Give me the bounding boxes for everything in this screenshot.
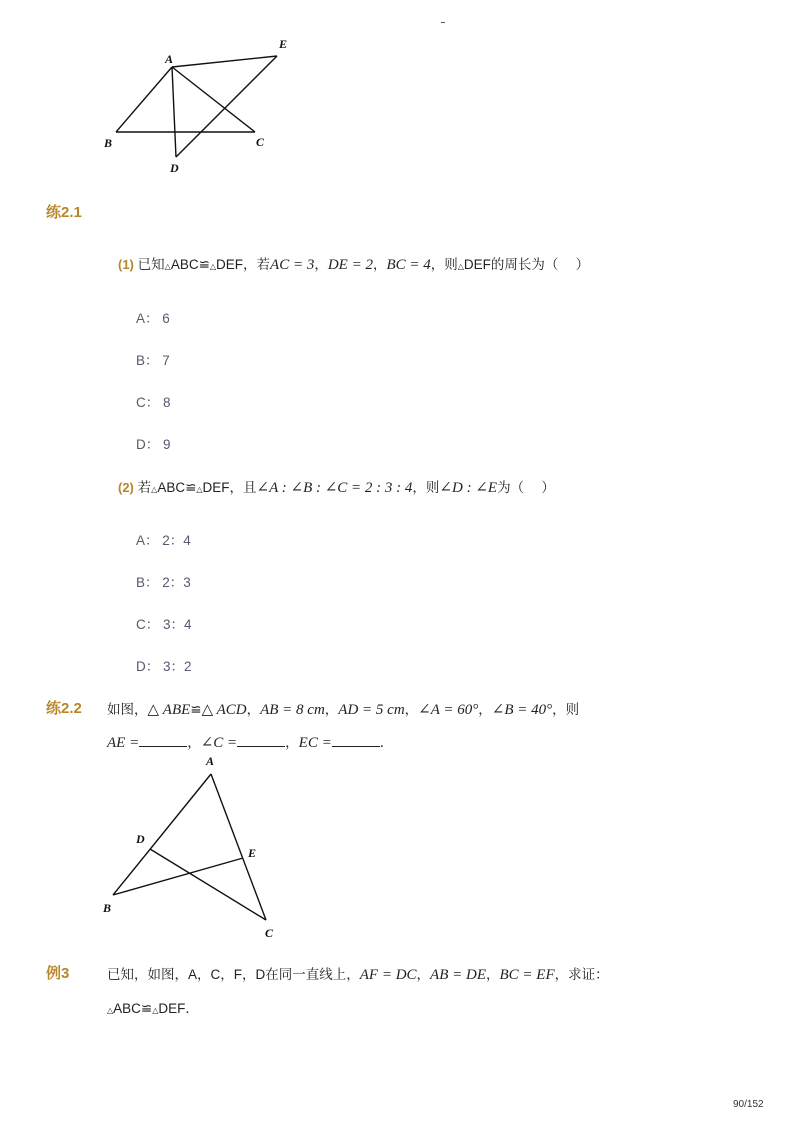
answer-blank-3[interactable] <box>332 734 380 747</box>
example3-math-1: AF = DC <box>359 967 417 983</box>
separator: ， <box>372 257 387 272</box>
answer-blank-1[interactable] <box>139 734 187 747</box>
fig1-label-a: A <box>165 52 174 66</box>
example-3-tag: 例3 <box>46 965 70 982</box>
fig1-segment-ae <box>172 56 277 67</box>
option-label: A： <box>136 533 159 548</box>
fig1-label-c: C <box>256 135 265 149</box>
exercise-2-2-line-1 <box>107 698 579 719</box>
ex22-math-1: △ ABE <box>147 702 191 718</box>
question-1-text-a: 已知 <box>137 257 165 272</box>
header-mark <box>441 22 445 23</box>
ex22-text-a: 如图， <box>107 702 148 717</box>
question-1-text-b: ，若 <box>243 257 271 272</box>
question-2-number: (2) <box>118 480 134 495</box>
fig2-label-e: E <box>248 846 257 860</box>
separator: ， <box>246 702 261 717</box>
q2-option-c[interactable] <box>136 613 192 633</box>
option-value: 3：4 <box>163 617 192 632</box>
answer-blank-2[interactable] <box>237 734 285 747</box>
q1-option-d[interactable] <box>136 433 171 453</box>
triangle-icon: △ <box>107 1006 114 1015</box>
fig1-segment-ab <box>116 67 172 132</box>
example3-tri2: DEF <box>158 1001 186 1016</box>
question-2-text-c: ，则 <box>412 480 440 495</box>
exercise-2-1-tag: 练2.1 <box>46 204 82 221</box>
example3-text-a: 已知，如图，A，C，F，D在同一直线上， <box>107 967 360 982</box>
option-label: A： <box>136 311 159 326</box>
question-2-tri2: DEF <box>202 480 230 495</box>
question-2-math-1: ∠A : ∠B : ∠C = 2 : 3 : 4 <box>256 480 413 496</box>
question-2 <box>118 476 555 497</box>
congruent-symbol: ≌ <box>185 480 197 495</box>
fig2-label-a: A <box>206 754 215 768</box>
period: ． <box>185 1001 199 1016</box>
fig2-segment-be <box>113 858 243 895</box>
fig2-segment-ac <box>211 774 266 920</box>
example-3-line-2 <box>107 997 199 1017</box>
ex22-blank-3-label: EC = <box>298 735 332 751</box>
triangle-icon: △ <box>152 1006 159 1015</box>
question-2-text-d: 为（ ） <box>497 480 555 495</box>
option-value: 3：2 <box>163 659 192 674</box>
option-label: D： <box>136 659 160 674</box>
q2-option-a[interactable] <box>136 529 191 549</box>
triangle-icon: △ <box>209 262 217 271</box>
option-value: 2：3 <box>162 575 191 590</box>
ex22-math-4: AD = 5 cm <box>338 702 405 718</box>
question-1 <box>118 253 589 274</box>
separator: ， <box>314 257 328 272</box>
q1-option-b[interactable] <box>136 349 170 369</box>
question-1-text-d: 的周长为（ ） <box>490 257 590 272</box>
question-1-text-c: ，则 <box>430 257 458 272</box>
ex22-math-3: AB = 8 cm <box>260 702 325 718</box>
fig2-label-c: C <box>265 926 274 940</box>
option-label: C： <box>136 617 160 632</box>
triangle-icon: △ <box>151 485 158 494</box>
example3-math-2: AB = DE <box>430 967 486 983</box>
fig1-segment-ad <box>172 67 176 157</box>
option-label: B： <box>136 353 159 368</box>
example3-math-3: BC = EF <box>499 967 555 983</box>
example3-tri1: ABC <box>113 1001 141 1016</box>
fig1-label-d: D <box>170 161 179 175</box>
q2-option-d[interactable] <box>136 655 192 675</box>
exercise-2-2-line-2 <box>107 731 393 752</box>
figure-1-diagram <box>100 35 300 180</box>
fig1-label-b: B <box>104 136 113 150</box>
ex22-blank-1-label: AE = <box>107 735 140 751</box>
figure-2-diagram <box>100 750 290 945</box>
q1-option-c[interactable] <box>136 391 171 411</box>
question-2-text-a: 若 <box>137 480 152 495</box>
option-value: 9 <box>163 437 171 452</box>
separator: ， <box>324 702 339 717</box>
ex22-math-5: ∠A = 60° <box>418 702 479 718</box>
option-value: 8 <box>163 395 171 410</box>
option-value: 2：4 <box>162 533 191 548</box>
ex22-blank-2-label: ∠C = <box>200 735 238 751</box>
option-label: D： <box>136 437 160 452</box>
separator: ， <box>416 967 431 982</box>
option-value: 6 <box>162 311 170 326</box>
period: ． <box>379 735 394 750</box>
question-1-tri1: ABC <box>170 257 199 272</box>
q1-option-a[interactable] <box>136 307 170 327</box>
ex22-text-b: ，则 <box>552 702 580 717</box>
separator: ， <box>285 735 299 750</box>
question-2-math-2: ∠D : ∠E <box>439 480 498 496</box>
question-1-math-2: DE = 2 <box>327 257 373 273</box>
congruent-symbol: ≌ <box>190 702 202 717</box>
question-1-math-1: AC = 3 <box>270 257 315 273</box>
example3-text-b: ，求证： <box>554 967 609 982</box>
q2-option-b[interactable] <box>136 571 191 591</box>
ex22-math-6: ∠B = 40° <box>491 702 553 718</box>
question-2-text-b: ，且 <box>229 480 257 495</box>
congruent-symbol: ≌ <box>198 257 210 272</box>
page-number: 90/152 <box>733 1099 764 1110</box>
question-1-tri2: DEF <box>463 257 491 272</box>
ex22-math-2: △ ACD <box>201 702 247 718</box>
question-1-math-3: BC = 4 <box>386 257 431 273</box>
question-1-tri2: DEF <box>216 257 244 272</box>
fig1-segment-ac <box>172 67 255 132</box>
congruent-symbol: ≌ <box>140 1001 153 1016</box>
separator: ， <box>187 735 201 750</box>
triangle-icon: △ <box>164 262 171 271</box>
question-2-tri1: ABC <box>157 480 186 495</box>
option-label: B： <box>136 575 159 590</box>
fig2-label-b: B <box>103 901 112 915</box>
option-value: 7 <box>162 353 170 368</box>
separator: ， <box>478 702 492 717</box>
triangle-icon: △ <box>457 262 464 271</box>
separator: ， <box>486 967 500 982</box>
exercise-2-2-tag: 练2.2 <box>46 700 82 717</box>
fig2-label-d: D <box>136 832 145 846</box>
separator: ， <box>404 702 419 717</box>
question-1-number: (1) <box>118 257 134 272</box>
example-3-line-1 <box>107 963 609 984</box>
option-label: C： <box>136 395 160 410</box>
triangle-icon: △ <box>196 485 203 494</box>
fig1-label-e: E <box>279 37 288 51</box>
